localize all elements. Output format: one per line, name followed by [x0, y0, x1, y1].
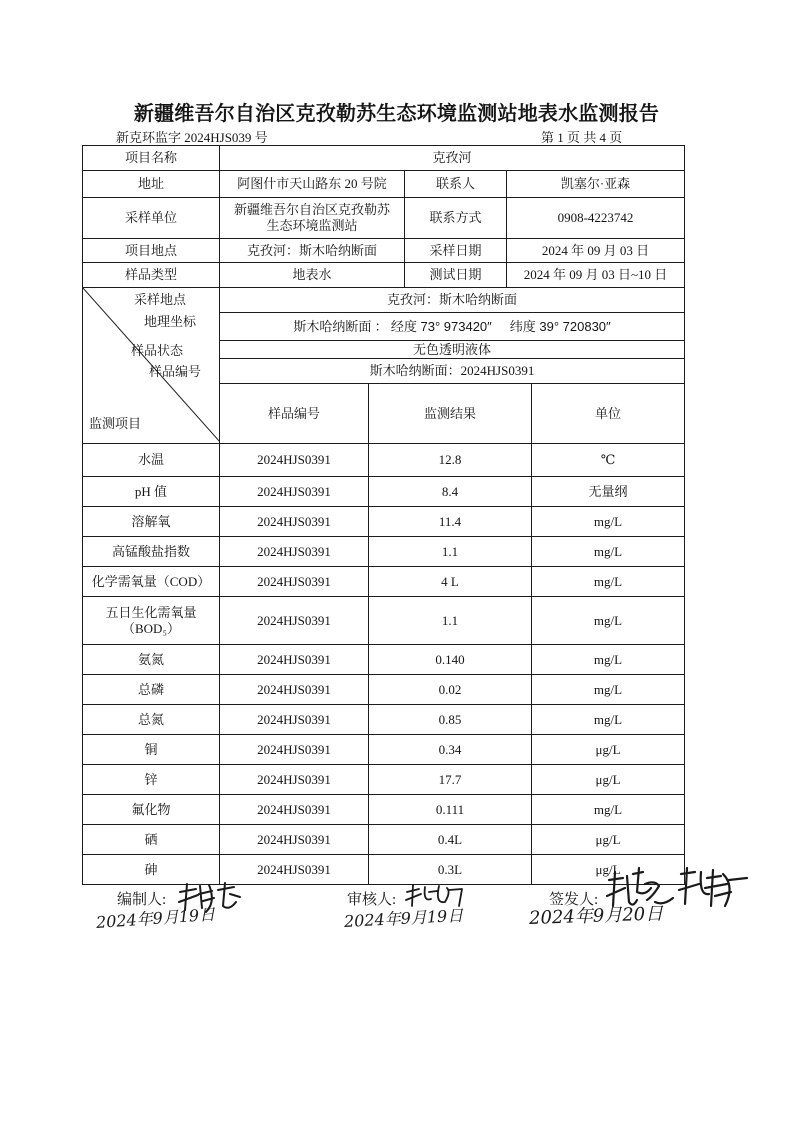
- location-label: 项目地点: [83, 239, 220, 263]
- result-item-name: 总氮: [137, 711, 164, 727]
- result-value: 0.02: [369, 675, 532, 705]
- result-value: 0.85: [369, 705, 532, 735]
- sample-code-value: 斯木哈纳断面：2024HJS0391: [220, 359, 685, 384]
- result-sample-code: 2024HJS0391: [220, 795, 369, 825]
- test-date-label: 测试日期: [405, 263, 507, 288]
- result-item: [83, 675, 220, 705]
- result-row: [83, 825, 685, 855]
- result-item: [83, 444, 220, 477]
- result-item: [83, 795, 220, 825]
- label-sample-state: 样品状态: [131, 343, 184, 358]
- sample-site-row: [83, 288, 685, 313]
- column-header-unit: 单位: [532, 384, 685, 444]
- result-item-name: 总磷: [137, 681, 164, 697]
- issuer-date: 2024年9月20日: [528, 903, 664, 929]
- result-item: [83, 825, 220, 855]
- result-item-name: pH 值: [134, 483, 168, 499]
- result-row: [83, 477, 685, 507]
- result-row: [83, 507, 685, 537]
- result-value: 11.4: [369, 507, 532, 537]
- results-section: [83, 444, 685, 885]
- reviewer-label: 审核人:: [347, 892, 397, 908]
- sample-type-row: [83, 263, 685, 288]
- sample-site-value: 克孜河：斯木哈纳断面: [220, 288, 685, 313]
- result-unit: μg/L: [532, 735, 685, 765]
- sampling-unit-value: [220, 198, 405, 239]
- label-coordinates: 地理坐标: [144, 314, 197, 329]
- result-value: 0.34: [369, 735, 532, 765]
- label-sampling-site: 采样地点: [134, 292, 187, 307]
- result-item: [83, 597, 220, 645]
- sampling-unit-line-2: 生态环境监测站: [266, 218, 358, 233]
- diagonal-header: [83, 288, 220, 442]
- sampling-date-value: 2024 年 09 月 03 日: [507, 239, 685, 263]
- result-item-name-line-2: （BOD₅）: [122, 620, 180, 636]
- result-unit: μg/L: [532, 825, 685, 855]
- column-header-sample-code: 样品编号: [220, 384, 369, 444]
- result-sample-code: 2024HJS0391: [220, 645, 369, 675]
- result-row: [83, 597, 685, 645]
- sample-type-label: 样品类型: [83, 263, 220, 288]
- diagonal-header-cell: [83, 288, 220, 444]
- result-sample-code: 2024HJS0391: [220, 477, 369, 507]
- phone-value: 0908-4223742: [507, 198, 685, 239]
- result-row: [83, 645, 685, 675]
- result-unit: 无量纲: [532, 477, 685, 507]
- result-sample-code: 2024HJS0391: [220, 507, 369, 537]
- sampling-unit-label: 采样单位: [83, 198, 220, 239]
- result-item-name: 砷: [144, 861, 158, 877]
- result-sample-code: 2024HJS0391: [220, 567, 369, 597]
- address-label: 地址: [83, 171, 220, 198]
- reviewer-date: 2024年9月19日: [343, 905, 464, 931]
- result-value: 0.111: [369, 795, 532, 825]
- result-sample-code: 2024HJS0391: [220, 705, 369, 735]
- result-value: 1.1: [369, 537, 532, 567]
- sampling-unit-row: [83, 198, 685, 239]
- result-item: [83, 567, 220, 597]
- result-item: [83, 477, 220, 507]
- test-date-value: 2024 年 09 月 03 日~10 日: [507, 263, 685, 288]
- result-item-name: 硒: [144, 831, 158, 847]
- compiler-label: 编制人:: [117, 892, 167, 908]
- result-row: [83, 735, 685, 765]
- project-name-row: [83, 146, 685, 171]
- result-sample-code: 2024HJS0391: [220, 825, 369, 855]
- result-sample-code: 2024HJS0391: [220, 735, 369, 765]
- column-header-result: 监测结果: [369, 384, 532, 444]
- label-sample-code: 样品编号: [149, 364, 202, 379]
- result-item: [83, 735, 220, 765]
- coordinates-value: [220, 313, 685, 341]
- result-sample-code: 2024HJS0391: [220, 675, 369, 705]
- result-unit: ℃: [532, 444, 685, 477]
- project-name-value: 克孜河: [220, 146, 685, 171]
- result-row: [83, 855, 685, 885]
- result-row: [83, 444, 685, 477]
- result-item-name: 氟化物: [131, 801, 171, 817]
- address-value: 阿图什市天山路东 20 号院: [220, 171, 405, 198]
- result-unit: μg/L: [532, 855, 685, 885]
- result-unit: mg/L: [532, 507, 685, 537]
- page-info: 第 1 页 共 4 页: [541, 130, 623, 145]
- result-value: 1.1: [369, 597, 532, 645]
- result-unit: mg/L: [532, 597, 685, 645]
- result-item: [83, 705, 220, 735]
- result-item-name: 化学需氧量（COD）: [91, 573, 211, 589]
- result-sample-code: 2024HJS0391: [220, 765, 369, 795]
- result-item: [83, 537, 220, 567]
- sample-type-value: 地表水: [220, 263, 405, 288]
- result-unit: mg/L: [532, 567, 685, 597]
- location-value: 克孜河：斯木哈纳断面: [220, 239, 405, 263]
- project-name-label: 项目名称: [83, 146, 220, 171]
- result-item: [83, 765, 220, 795]
- project-info-section: [83, 146, 685, 444]
- result-item-name: 五日生化需氧量: [105, 604, 197, 620]
- result-value: 8.4: [369, 477, 532, 507]
- monitoring-report-table: [82, 145, 685, 885]
- result-value: 4 L: [369, 567, 532, 597]
- compiler-date: 2024年9月19日: [95, 904, 216, 932]
- result-unit: mg/L: [532, 537, 685, 567]
- result-item-name: 铜: [144, 741, 158, 757]
- result-sample-code: 2024HJS0391: [220, 597, 369, 645]
- result-row: [83, 705, 685, 735]
- result-unit: μg/L: [532, 765, 685, 795]
- result-unit: mg/L: [532, 675, 685, 705]
- result-value: 0.4L: [369, 825, 532, 855]
- sampling-date-label: 采样日期: [405, 239, 507, 263]
- phone-label: 联系方式: [405, 198, 507, 239]
- result-row: [83, 795, 685, 825]
- result-value: 0.140: [369, 645, 532, 675]
- result-sample-code: 2024HJS0391: [220, 444, 369, 477]
- contact-value: 凯塞尔·亚森: [507, 171, 685, 198]
- coordinates-site: 斯木哈纳断面 ：: [293, 318, 388, 334]
- result-item-name: 水温: [137, 452, 164, 467]
- report-title: 新疆维吾尔自治区克孜勒苏生态环境监测站地表水监测报告: [133, 103, 660, 125]
- label-monitoring-item: 监测项目: [89, 416, 142, 431]
- result-item: [83, 645, 220, 675]
- result-row: [83, 537, 685, 567]
- result-unit: mg/L: [532, 795, 685, 825]
- latitude: 纬度 39° 720830″: [509, 318, 611, 334]
- result-sample-code: 2024HJS0391: [220, 855, 369, 885]
- sampling-unit-line-1: 新疆维吾尔自治区克孜勒苏: [233, 202, 390, 217]
- contact-label: 联系人: [405, 171, 507, 198]
- result-unit: mg/L: [532, 705, 685, 735]
- result-value: 17.7: [369, 765, 532, 795]
- issuer-label: 签发人:: [549, 892, 599, 908]
- sample-state-value: 无色透明液体: [220, 341, 685, 359]
- result-item-name: 锌: [144, 771, 158, 787]
- result-value: 0.3L: [369, 855, 532, 885]
- result-item-name: 高锰酸盐指数: [111, 543, 190, 559]
- result-row: [83, 765, 685, 795]
- address-row: [83, 171, 685, 198]
- result-item-name: 氨氮: [137, 651, 164, 667]
- result-row: [83, 567, 685, 597]
- result-unit: mg/L: [532, 645, 685, 675]
- result-value: 12.8: [369, 444, 532, 477]
- result-row: [83, 675, 685, 705]
- result-item-name: 溶解氧: [131, 513, 171, 529]
- location-row: [83, 239, 685, 263]
- document-number: 新克环监字 2024HJS039 号: [116, 130, 268, 145]
- longitude: 经度 73° 973420″: [390, 318, 492, 334]
- result-item: [83, 507, 220, 537]
- result-sample-code: 2024HJS0391: [220, 537, 369, 567]
